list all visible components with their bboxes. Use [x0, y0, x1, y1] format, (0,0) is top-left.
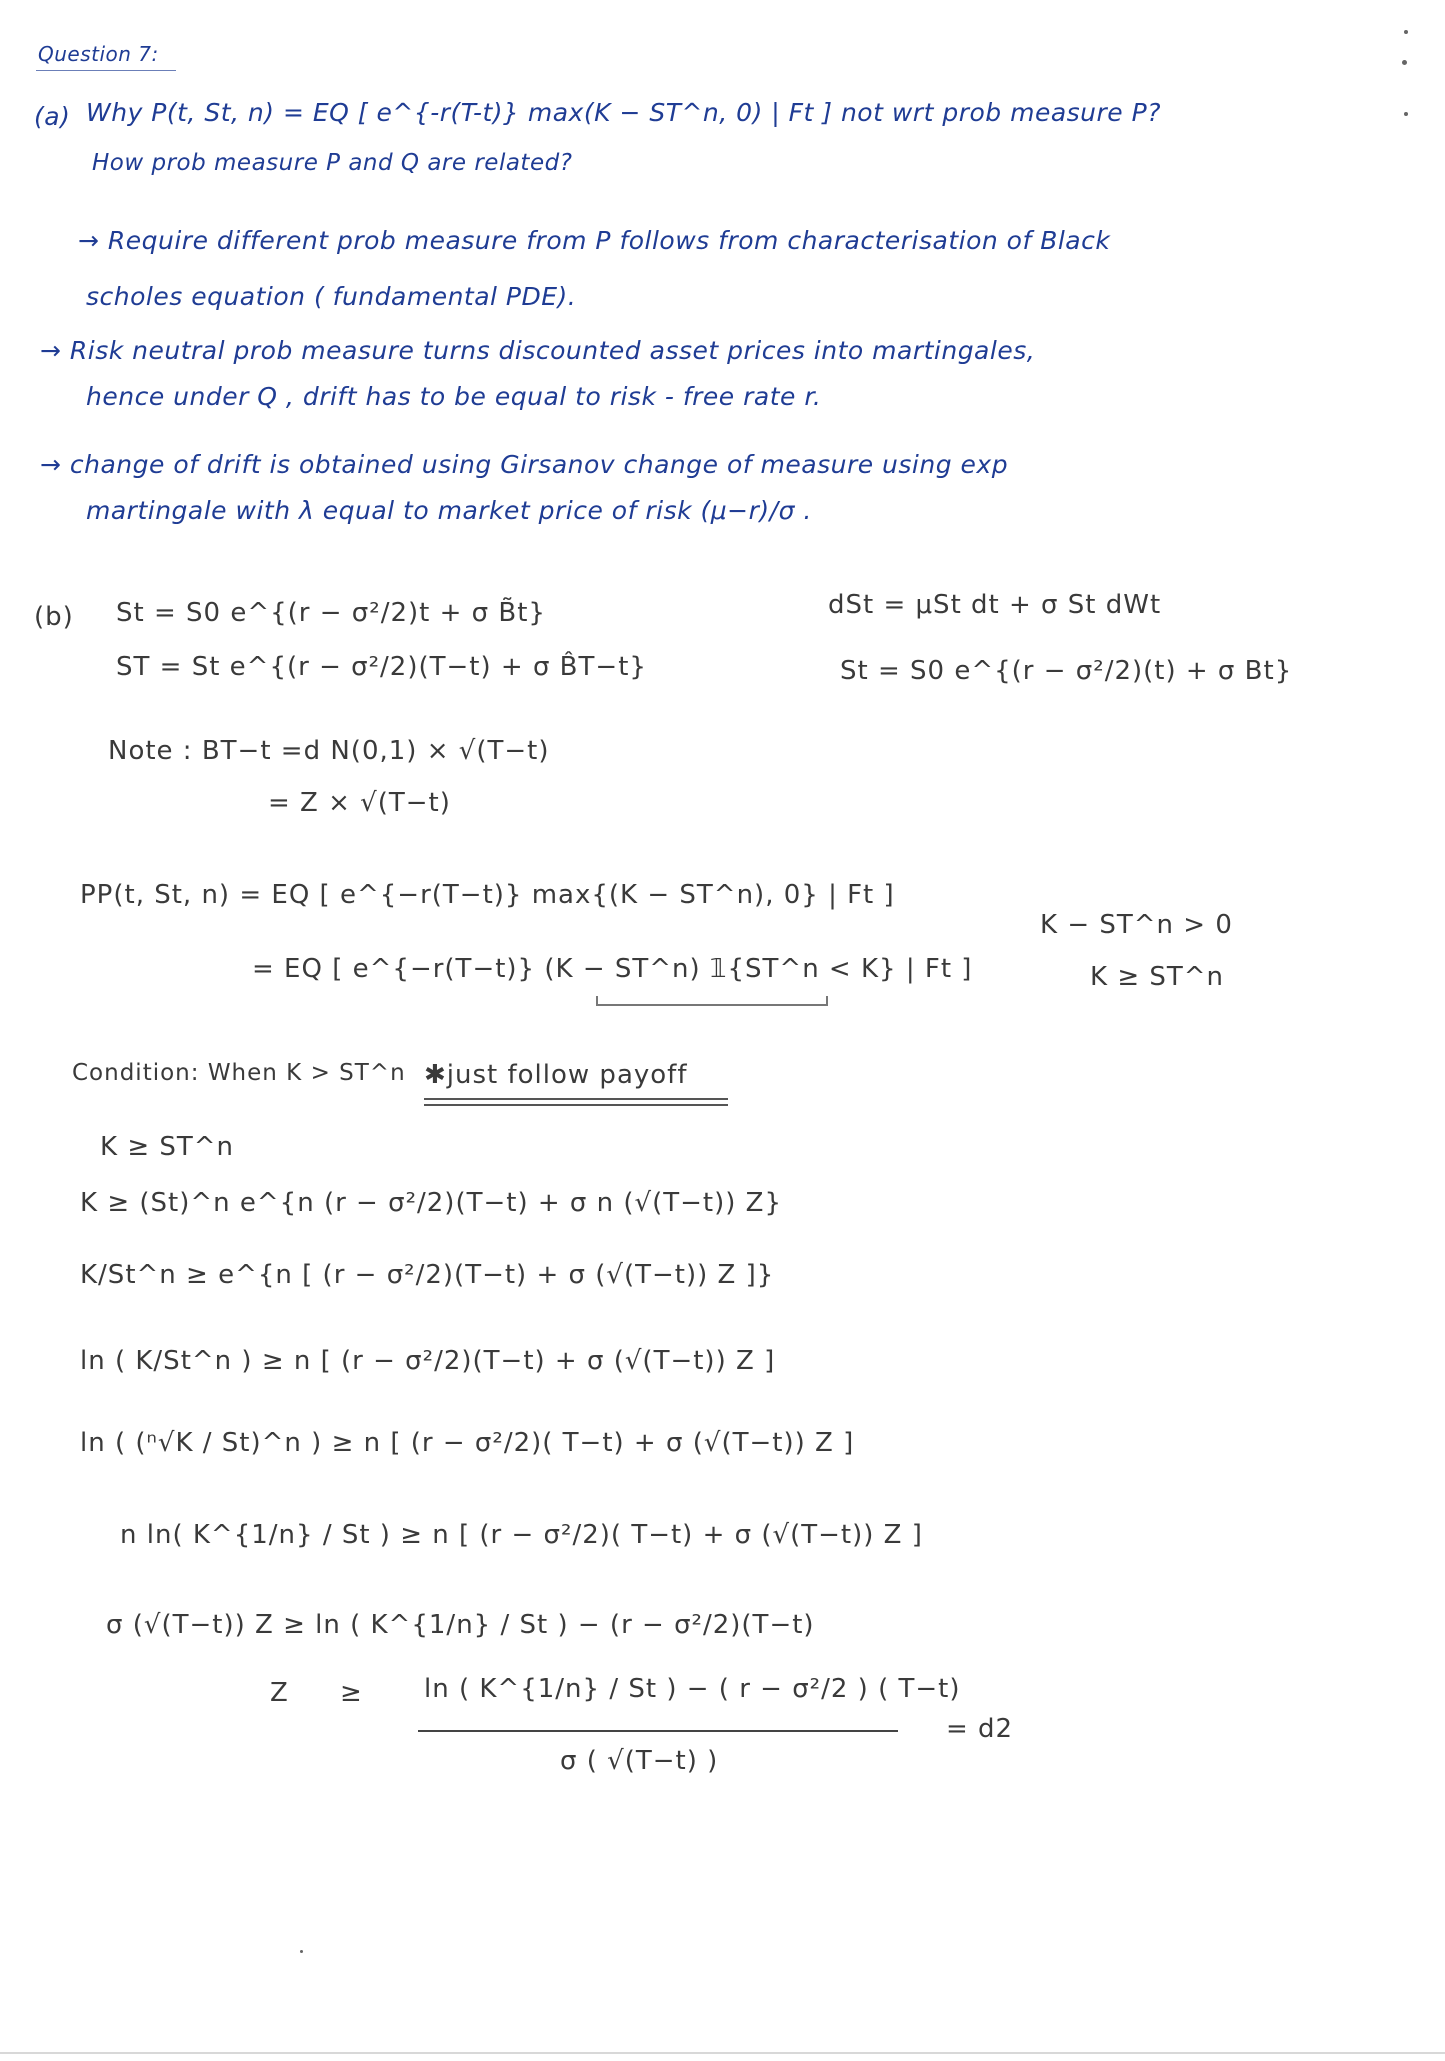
- part-a-question-line1: Why P(t, St, n) = EQ [ e^{-r(T-t)} max(K − ST^n, 0) | Ft ] not wrt prob measure P?: [86, 98, 1161, 127]
- final-rhs: = d2: [946, 1714, 1014, 1744]
- question-heading: Question 7:: [38, 42, 159, 66]
- final-fraction-bar: [418, 1730, 898, 1732]
- note-line1: Note : BT−t =d N(0,1) × √(T−t): [108, 736, 550, 766]
- bullet-2-line1: → Risk neutral prob measure turns discounted asset prices into martingales,: [40, 336, 1036, 365]
- speck-4: [300, 1950, 303, 1953]
- side-note-line1: K − ST^n > 0: [1040, 910, 1233, 940]
- derivation-step-4: ln ( K/St^n ) ≥ n [ (r − σ²/2)(T−t) + σ (√(T−t)) Z ]: [80, 1346, 776, 1376]
- eq-St-p: St = S0 e^{(r − σ²/2)(t) + σ Bt}: [840, 656, 1293, 686]
- final-denominator: σ ( √(T−t) ): [560, 1746, 719, 1776]
- speck-2: [1402, 60, 1407, 65]
- derivation-step-1: K ≥ ST^n: [100, 1132, 235, 1162]
- note-line2: = Z × √(T−t): [268, 788, 451, 818]
- speck-3: [1404, 112, 1408, 116]
- page-bottom-edge: [0, 2052, 1445, 2054]
- indicator-bracket: [596, 996, 828, 1006]
- bullet-1-line1: → Require different prob measure from P follows from characterisation of Black: [78, 226, 1111, 255]
- derivation-step-3: K/St^n ≥ e^{n [ (r − σ²/2)(T−t) + σ (√(T−t)) Z ]}: [80, 1260, 775, 1290]
- payoff-underline-1: [424, 1098, 728, 1100]
- bullet-2-line2: hence under Q , drift has to be equal to risk - free rate r.: [86, 382, 822, 411]
- eq-St-q: St = S0 e^{(r − σ²/2)t + σ B̃t}: [116, 598, 546, 628]
- payoff-underline-2: [424, 1104, 728, 1106]
- put-price-line1: PP(t, St, n) = EQ [ e^{−r(T−t)} max{(K − ST^n), 0} | Ft ]: [80, 880, 895, 910]
- derivation-step-2: K ≥ (St)^n e^{n (r − σ²/2)(T−t) + σ n (√(T−t)) Z}: [80, 1188, 783, 1218]
- derivation-step-6: n ln( K^{1/n} / St ) ≥ n [ (r − σ²/2)( T−t) + σ (√(T−t)) Z ]: [120, 1520, 923, 1550]
- eq-ST-q: ST = St e^{(r − σ²/2)(T−t) + σ B̂T−t}: [116, 652, 647, 682]
- final-lhs: Z: [270, 1678, 289, 1708]
- derivation-step-5: ln ( (ⁿ√K / St)^n ) ≥ n [ (r − σ²/2)( T−t) + σ (√(T−t)) Z ]: [80, 1428, 855, 1458]
- part-a-question-line2: How prob measure P and Q are related?: [92, 150, 573, 176]
- part-a-label: (a): [34, 102, 71, 131]
- part-b-label: (b): [34, 602, 74, 632]
- eq-dSt-p: dSt = μSt dt + σ St dWt: [828, 590, 1162, 620]
- derivation-step-7: σ (√(T−t)) Z ≥ ln ( K^{1/n} / St ) − (r − σ²/2)(T−t): [106, 1610, 815, 1640]
- condition-label: Condition: When K > ST^n: [72, 1060, 406, 1086]
- bullet-3-line1: → change of drift is obtained using Girsanov change of measure using exp: [40, 450, 1009, 479]
- final-geq: ≥: [340, 1678, 363, 1708]
- side-note-line2: K ≥ ST^n: [1090, 962, 1225, 992]
- final-numerator: ln ( K^{1/n} / St ) − ( r − σ²/2 ) ( T−t): [424, 1674, 961, 1704]
- bullet-1-line2: scholes equation ( fundamental PDE).: [86, 282, 577, 311]
- put-price-line2: = EQ [ e^{−r(T−t)} (K − ST^n) 𝟙{ST^n < K} | Ft ]: [252, 954, 973, 984]
- speck-1: [1404, 30, 1408, 34]
- bullet-3-line2: martingale with λ equal to market price of risk (μ−r)/σ .: [86, 496, 812, 525]
- payoff-note: ✱just follow payoff: [424, 1060, 688, 1090]
- heading-underline: [36, 70, 176, 71]
